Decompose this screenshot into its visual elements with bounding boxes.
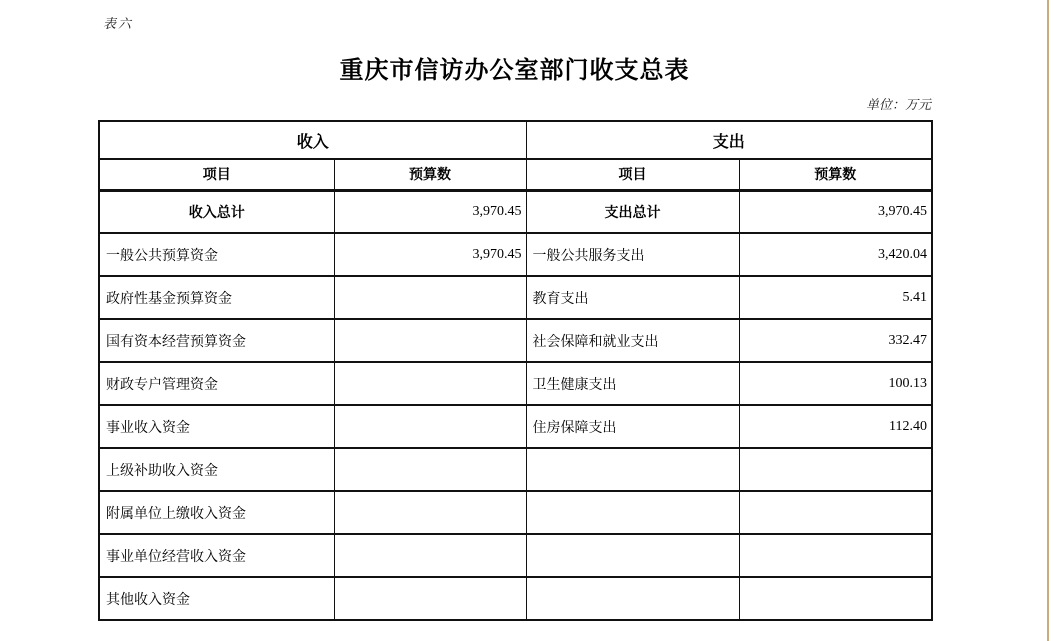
- income-budget-cell: [334, 534, 526, 577]
- expense-item-header: 项目: [526, 159, 739, 190]
- expense-budget-cell: 3,970.45: [739, 190, 932, 233]
- page-edge-line: [1047, 0, 1049, 641]
- income-item-cell: 上级补助收入资金: [99, 448, 334, 491]
- income-item-cell: 财政专户管理资金: [99, 362, 334, 405]
- budget-summary-table: [98, 120, 933, 621]
- expense-budget-cell: [739, 491, 932, 534]
- table-row: [99, 319, 932, 362]
- table-row: [99, 233, 932, 276]
- table-row: [99, 577, 932, 620]
- unit-note: 单位：万元: [865, 97, 931, 112]
- expense-item-cell: 卫生健康支出: [526, 362, 739, 405]
- expense-item-cell: 一般公共服务支出: [526, 233, 739, 276]
- expense-item-cell: 支出总计: [526, 190, 739, 233]
- page-title: 重庆市信访办公室部门收支总表: [339, 58, 690, 84]
- expense-budget-cell: [739, 534, 932, 577]
- table-row: [99, 448, 932, 491]
- expense-budget-cell: 332.47: [739, 319, 932, 362]
- expense-budget-header: 预算数: [739, 159, 932, 190]
- table-number-label: 表六: [103, 16, 134, 31]
- table-group-header-row: [99, 121, 932, 159]
- expense-budget-cell: 112.40: [739, 405, 932, 448]
- table-row: [99, 534, 932, 577]
- expense-item-cell: 社会保障和就业支出: [526, 319, 739, 362]
- income-item-cell: 收入总计: [99, 190, 334, 233]
- income-budget-cell: 3,970.45: [334, 233, 526, 276]
- income-budget-header: 预算数: [334, 159, 526, 190]
- income-group-header: 收入: [99, 121, 526, 159]
- expense-item-cell: 住房保障支出: [526, 405, 739, 448]
- expense-budget-cell: 3,420.04: [739, 233, 932, 276]
- expense-item-cell: 教育支出: [526, 276, 739, 319]
- expense-item-cell: [526, 577, 739, 620]
- expense-budget-cell: 5.41: [739, 276, 932, 319]
- expense-item-cell: [526, 448, 739, 491]
- income-item-cell: 一般公共预算资金: [99, 233, 334, 276]
- income-item-cell: 附属单位上缴收入资金: [99, 491, 334, 534]
- income-budget-cell: [334, 448, 526, 491]
- expense-budget-cell: [739, 577, 932, 620]
- income-item-cell: 国有资本经营预算资金: [99, 319, 334, 362]
- income-budget-cell: [334, 577, 526, 620]
- table-row: [99, 491, 932, 534]
- expense-item-cell: [526, 534, 739, 577]
- table-row: [99, 405, 932, 448]
- income-budget-cell: [334, 319, 526, 362]
- income-item-cell: 事业收入资金: [99, 405, 334, 448]
- income-budget-cell: [334, 362, 526, 405]
- income-budget-cell: [334, 491, 526, 534]
- expense-group-header: 支出: [526, 121, 932, 159]
- income-budget-cell: [334, 276, 526, 319]
- expense-item-cell: [526, 491, 739, 534]
- expense-budget-cell: [739, 448, 932, 491]
- table-row-total: [99, 190, 932, 233]
- income-budget-cell: [334, 405, 526, 448]
- income-item-cell: 政府性基金预算资金: [99, 276, 334, 319]
- expense-budget-cell: 100.13: [739, 362, 932, 405]
- table-row: [99, 362, 932, 405]
- income-item-cell: 其他收入资金: [99, 577, 334, 620]
- table-sub-header-row: [99, 159, 932, 190]
- table-row: [99, 276, 932, 319]
- income-item-header: 项目: [99, 159, 334, 190]
- income-item-cell: 事业单位经营收入资金: [99, 534, 334, 577]
- income-budget-cell: 3,970.45: [334, 190, 526, 233]
